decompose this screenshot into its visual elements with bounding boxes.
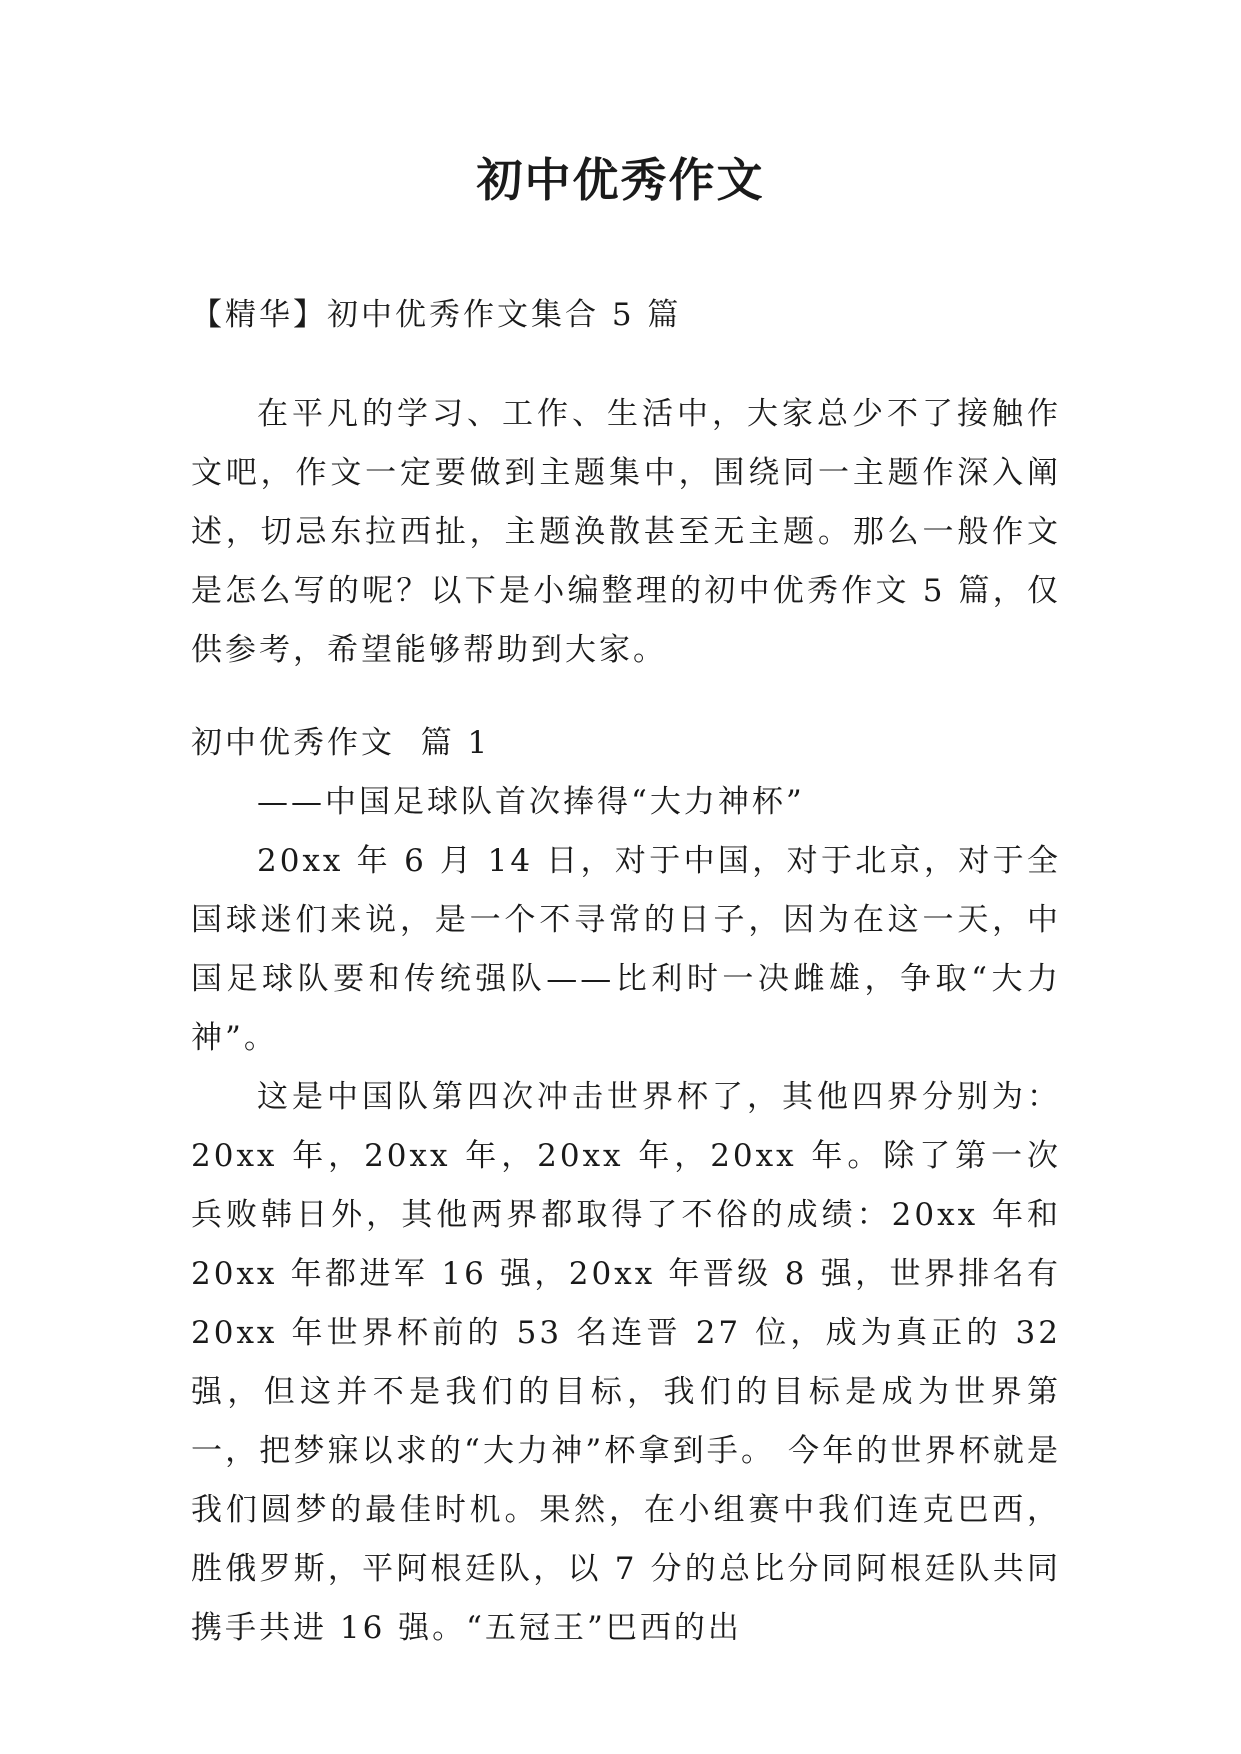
- section-title: 初中优秀作文 篇 1: [191, 725, 491, 761]
- spacer: [191, 345, 1061, 385]
- section-subtitle: ——中国足球队首次捧得“大力神杯”: [257, 784, 805, 820]
- spacer: [191, 680, 1061, 714]
- document-body: [191, 286, 1061, 1658]
- intro-paragraph: 在平凡的学习、工作、生活中，大家总少不了接触作文吧，作文一定要做到主题集中，围绕同一主题作深入阐述，切忌东拉西扯，主题涣散甚至无主题。那么一般作文是怎么写的呢？以下是小编整理的初中优秀作文 5 篇，仅供参考，希望能够帮助到大家。: [191, 396, 1061, 668]
- body-paragraph: 20xx 年 6 月 14 日，对于中国，对于北京，对于全国球迷们来说，是一个不寻常的日子，因为在这一天，中国足球队要和传统强队——比利时一决雌雄，争取“大力神”。: [191, 843, 1061, 1056]
- body-paragraph: 这是中国队第四次冲击世界杯了，其他四界分别为：20xx 年，20xx 年，20xx 年，20xx 年。除了第一次兵败韩日外，其他两界都取得了不俗的成绩：20xx 年和 20xx 年都进军 16 强，20xx 年晋级 8 强，世界排名有 20xx 年世界杯前的 53 名连晋 27 位，成为真正的 32 强，但这并不是我们的目标，我们的目标是成为世界第一，把梦寐以求的“大力神”杯拿到手。 今年的世界杯就是我们圆梦的最佳时机。果然，在小组赛中我们连克巴西，胜俄罗斯，平阿根廷队，以 7 分的总比分同阿根廷队共同携手共进 16 强。“五冠王”巴西的出: [191, 1079, 1061, 1646]
- document-heading: 【精华】初中优秀作文集合 5 篇: [191, 297, 682, 333]
- document-title: 初中优秀作文: [476, 153, 765, 207]
